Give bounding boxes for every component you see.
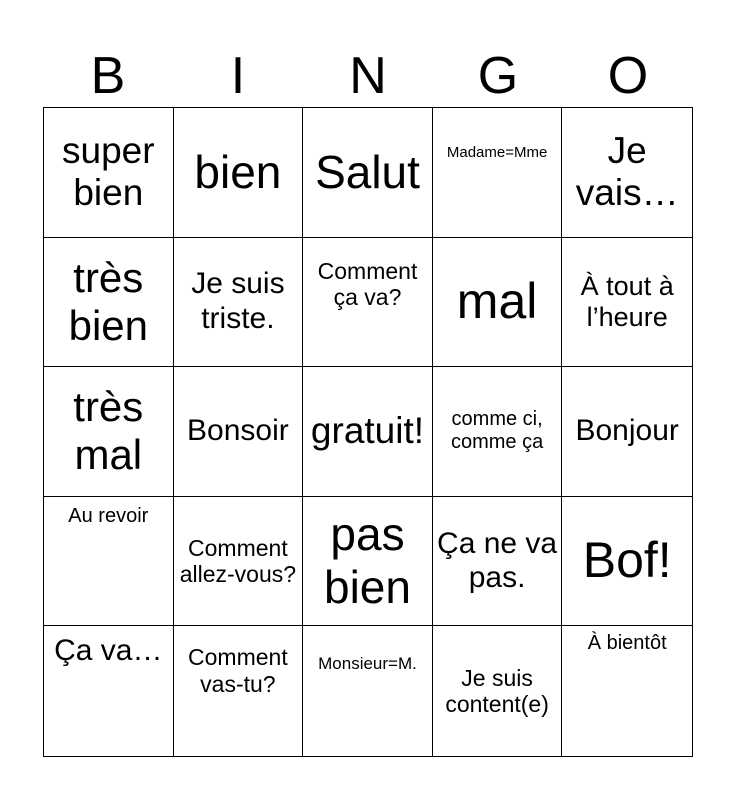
bingo-cell: Comment ça va? xyxy=(303,238,433,368)
bingo-cell: À tout à l’heure xyxy=(562,238,692,368)
bingo-cell: Bonsoir xyxy=(174,367,304,497)
bingo-cell: très mal xyxy=(44,367,174,497)
bingo-cell: Je vais… xyxy=(562,108,692,238)
bingo-cell: super bien xyxy=(44,108,174,238)
bingo-cell: Bof! xyxy=(562,497,692,627)
bingo-cell: pas bien xyxy=(303,497,433,627)
bingo-cell: Salut xyxy=(303,108,433,238)
bingo-cell: Madame=Mme xyxy=(433,108,563,238)
header-letter-g: G xyxy=(477,47,519,105)
header-letter-n: N xyxy=(349,47,387,105)
bingo-cell: comme ci, comme ça xyxy=(433,367,563,497)
bingo-cell: Monsieur=M. xyxy=(303,626,433,756)
bingo-cell: Comment allez-vous? xyxy=(174,497,304,627)
header-letter-o: O xyxy=(607,47,649,105)
bingo-cell: très bien xyxy=(44,238,174,368)
bingo-cell: bien xyxy=(174,108,304,238)
bingo-cell: À bientôt xyxy=(587,632,667,655)
bingo-cell: Comment vas-tu? xyxy=(174,626,304,756)
header-letter-b: B xyxy=(90,47,126,105)
bingo-cell: Je suis content(e) xyxy=(433,626,563,756)
bingo-cell: Au revoir xyxy=(44,497,174,627)
header-letter-i: I xyxy=(230,47,246,105)
bingo-cell: gratuit! xyxy=(303,367,433,497)
bingo-header xyxy=(43,0,693,107)
bingo-cell: Je suis triste. xyxy=(174,238,304,368)
bingo-card-grid xyxy=(43,107,693,757)
bingo-cell: Ça ne va pas. xyxy=(433,497,563,627)
bingo-cell: mal xyxy=(433,238,563,368)
bingo-cell: Bonjour xyxy=(562,367,692,497)
bingo-cell: Ça va… xyxy=(44,626,174,756)
